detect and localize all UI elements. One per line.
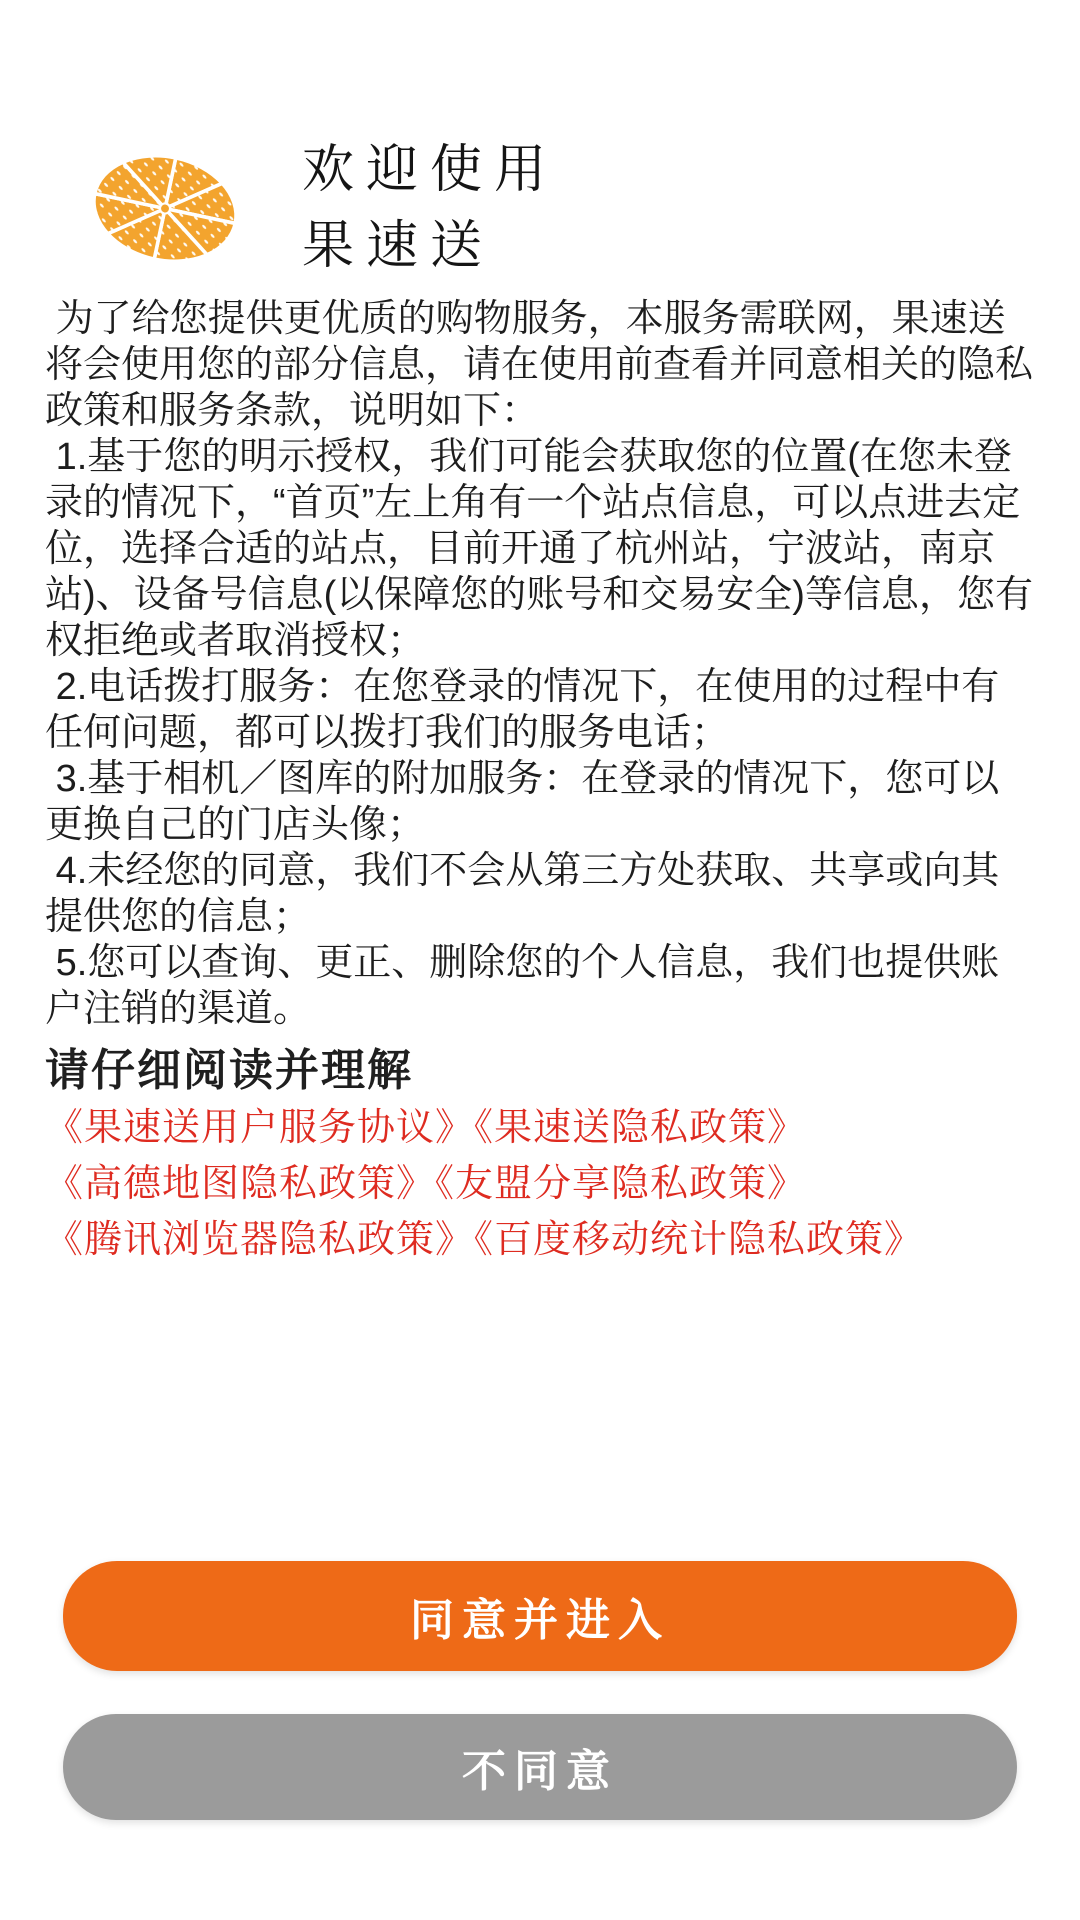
link-tencent-browser-privacy-policy[interactable]: 《腾讯浏览器隐私政策》 bbox=[45, 1219, 475, 1261]
orange-slice-icon bbox=[86, 151, 244, 266]
intro-paragraph: 3.基于相机／图库的附加服务：在登录的情况下，您可以更换自己的门店头像； bbox=[45, 758, 1000, 846]
welcome-title-line1: 欢迎使用 bbox=[302, 141, 559, 199]
intro-paragraph: 2.电话拨打服务：在您登录的情况下，在使用的过程中有任何问题，都可以拨打我们的服务电话； bbox=[45, 666, 1000, 754]
agree-and-enter-button[interactable]: 同意并进入 bbox=[63, 1561, 1017, 1671]
link-amap-privacy-policy[interactable]: 《高德地图隐私政策》 bbox=[45, 1163, 436, 1205]
policy-links-row bbox=[45, 1156, 1035, 1212]
app-header bbox=[86, 132, 558, 284]
link-user-service-agreement[interactable]: 《果速送用户服务协议》 bbox=[45, 1107, 475, 1149]
app-name-title: 果速送 bbox=[302, 217, 495, 275]
read-carefully-heading: 请仔细阅读并理解 bbox=[45, 1046, 413, 1095]
intro-paragraph: 4.未经您的同意，我们不会从第三方处获取、共享或向其提供您的信息； bbox=[45, 850, 1000, 938]
policy-links-row bbox=[45, 1212, 1035, 1268]
intro-paragraph: 1.基于您的明示授权，我们可能会获取您的位置(在您未登录的情况下，“首页”左上角有一个站点信息，可以点进去定位，选择合适的站点，目前开通了杭州站，宁波站，南京站)、设备号信息(以保障您的账号和交易安全)等信息，您有权拒绝或者取消授权； bbox=[45, 436, 1033, 662]
link-umeng-share-privacy-policy[interactable]: 《友盟分享隐私政策》 bbox=[435, 1163, 807, 1205]
link-baidu-mobile-stats-privacy-policy[interactable]: 《百度移动统计隐私政策》 bbox=[474, 1219, 924, 1261]
intro-paragraph: 5.您可以查询、更正、删除您的个人信息，我们也提供账户注销的渠道。 bbox=[45, 942, 1000, 1030]
privacy-intro bbox=[45, 296, 1035, 1268]
disagree-button[interactable]: 不同意 bbox=[63, 1714, 1017, 1820]
welcome-title bbox=[302, 132, 558, 284]
link-app-privacy-policy[interactable]: 《果速送隐私政策》 bbox=[474, 1107, 807, 1149]
policy-links-row bbox=[45, 1100, 1035, 1156]
intro-paragraph: 为了给您提供更优质的购物服务，本服务需联网，果速送将会使用您的部分信息，请在使用前查看并同意相关的隐私政策和服务条款，说明如下： bbox=[45, 298, 1034, 432]
